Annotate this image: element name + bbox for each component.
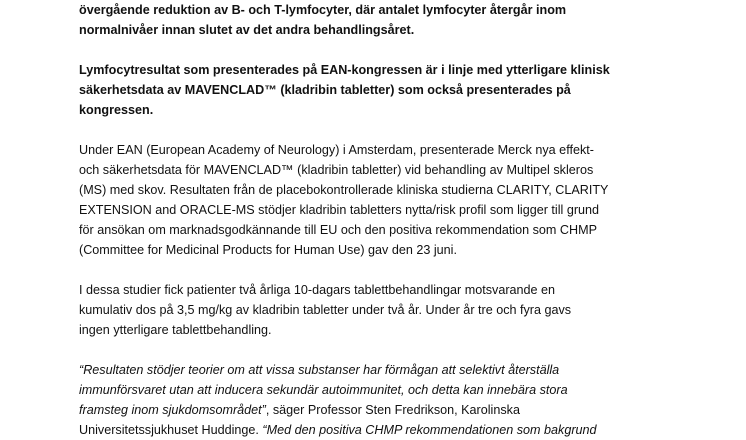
text-line: (MS) med skov. Resultaten från de placebokontrollerade kliniska studierna CLARITY, CLARITY: [79, 183, 609, 197]
text-line: EXTENSION and ORACLE-MS stödjer kladribin tabletters nytta/risk profil som ligger till grund: [79, 203, 600, 217]
quote-attribution-line: [79, 400, 719, 420]
document-body: [79, 0, 719, 440]
text-line: för ansökan om marknadsgodkännande till EU och den positiva rekommendation som CHMP: [79, 223, 598, 237]
paragraph-gap: [79, 260, 719, 280]
attribution-text: , säger Professor Sten Fredrikson, Karolinska: [265, 403, 520, 417]
quote-fragment: “Med den positiva CHMP rekommendationen som bakgrund: [262, 423, 597, 437]
paragraph-ean-amsterdam: [79, 140, 719, 260]
text-line: övergående reduktion av B- och T-lymfocyter, där antalet lymfocyter återgår inom: [79, 3, 567, 17]
text-line: ingen ytterligare tablettbehandling.: [79, 323, 272, 337]
quote-line: “Resultaten stödjer teorier om att vissa substanser har förmågan att selektivt återställa: [79, 363, 560, 377]
paragraph-treatment-regimen: [79, 280, 719, 340]
text-line: Under EAN (European Academy of Neurology) i Amsterdam, presenterade Merck nya effekt-: [79, 143, 594, 157]
paragraph-gap: [79, 40, 719, 60]
text-line: normalnivåer innan slutet av det andra behandlingsåret.: [79, 23, 415, 37]
text-line: (Committee for Medicinal Products for Human Use) gav den 23 juni.: [79, 243, 457, 257]
text-line: säkerhetsdata av MAVENCLAD™ (kladribin tabletter) som också presenterades på: [79, 83, 571, 97]
text-line: kumulativ dos på 3,5 mg/kg av kladribin tabletter under två år. Under år tre och fyra gavs: [79, 303, 572, 317]
text-line: I dessa studier fick patienter två årliga 10-dagars tablettbehandlingar motsvarande en: [79, 283, 556, 297]
text-line: kongressen.: [79, 103, 154, 117]
paragraph-quote: [79, 360, 719, 440]
paragraph-lymphocyte-reduction: [79, 0, 719, 40]
attribution-text: Universitetssjukhuset Huddinge.: [79, 423, 263, 437]
text-line: Lymfocytresultat som presenterades på EAN-kongressen är i linje med ytterligare klinisk: [79, 63, 610, 77]
text-line: och säkerhetsdata för MAVENCLAD™ (kladribin tabletter) vid behandling av Multipel skleros: [79, 163, 594, 177]
paragraph-gap: [79, 340, 719, 360]
quote-line: immunförsvaret utan att inducera sekundär autoimmunitet, och detta kan innebära stora: [79, 383, 568, 397]
quote-fragment: framsteg inom sjukdomsområdet”: [79, 403, 266, 417]
paragraph-ean-results: [79, 60, 719, 120]
quote-continuation-line: [79, 420, 719, 440]
paragraph-gap: [79, 120, 719, 140]
